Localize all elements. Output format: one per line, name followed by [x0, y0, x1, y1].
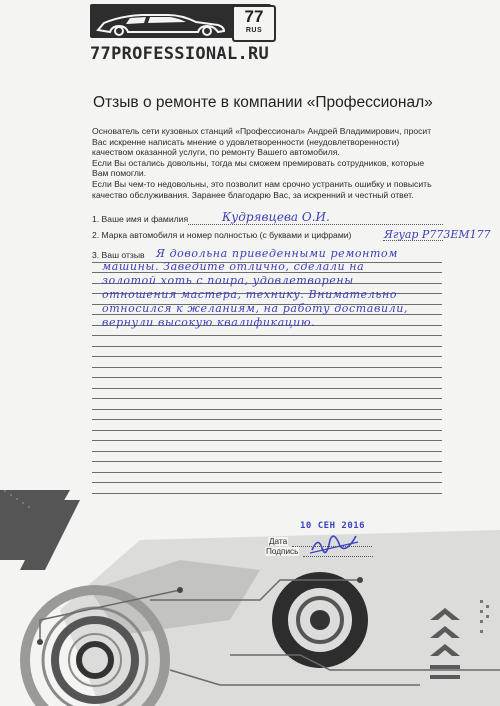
review-line: машины. Заведите отлично, сделали на	[102, 260, 365, 273]
plate-number: 77	[244, 7, 264, 26]
intro-line: Основатель сети кузовных станций «Профессионал» Андрей Владимирович, просит	[92, 126, 432, 136]
plate-region: RUS	[245, 27, 263, 34]
review-line: вернули высокую квалификацию.	[102, 316, 316, 329]
date-line[interactable]	[292, 546, 372, 547]
review-line: относился к желаниям, на работу доставили,	[102, 302, 409, 315]
decorative-tech-background	[0, 470, 500, 706]
intro-line: Вас искренне написать мнение о удовлетворенности (неудовлетворенности)	[92, 136, 400, 147]
name-field-value: Кудрявцева О.И.	[222, 210, 330, 224]
intro-line: Если Вы чем-то недовольны, это позволит нам срочно устранить ошибку и повысить	[92, 178, 432, 189]
region-plate	[232, 5, 276, 42]
review-line: отношения мастера, технику. Внимательно	[102, 288, 398, 301]
site-name: 77PROFESSIONAL.RU	[90, 44, 270, 64]
intro-line: качеством оказанной услуги, по ремонту Вашего автомобиля.	[92, 147, 340, 158]
page-title: Отзыв о ремонте в компании «Профессионал»	[93, 94, 433, 111]
review-field-label: 3. Ваш отзыв	[92, 250, 145, 260]
intro-line: Вам помогли.	[92, 168, 147, 179]
signature-label: Подпись	[266, 547, 299, 556]
review-line: золотой хоть с поира, удовлетворены	[102, 274, 354, 287]
car-field-value: Ягуар Р773ЕМ177	[384, 228, 491, 241]
intro-line: качество обслуживания. Заранее благодарю Вас, за искренний и честный ответ.	[92, 189, 414, 200]
review-line: Я довольна приведенными ремонтом	[156, 247, 398, 260]
date-label: Дата	[269, 537, 288, 546]
name-field-label: 1. Ваше имя и фамилия	[92, 214, 189, 224]
name-field-line[interactable]	[188, 224, 443, 225]
date-stamp: 10 СЕН 2016	[300, 521, 366, 531]
intro-line: Если Вы остались довольны, тогда мы сможем премировать сотрудников, которые	[92, 157, 425, 168]
signature-line[interactable]	[303, 556, 373, 557]
intro-text	[92, 126, 442, 200]
car-logo-icon	[90, 4, 230, 38]
car-field-label: 2. Марка автомобиля и номер полностью (с буквами и цифрами)	[92, 230, 352, 240]
